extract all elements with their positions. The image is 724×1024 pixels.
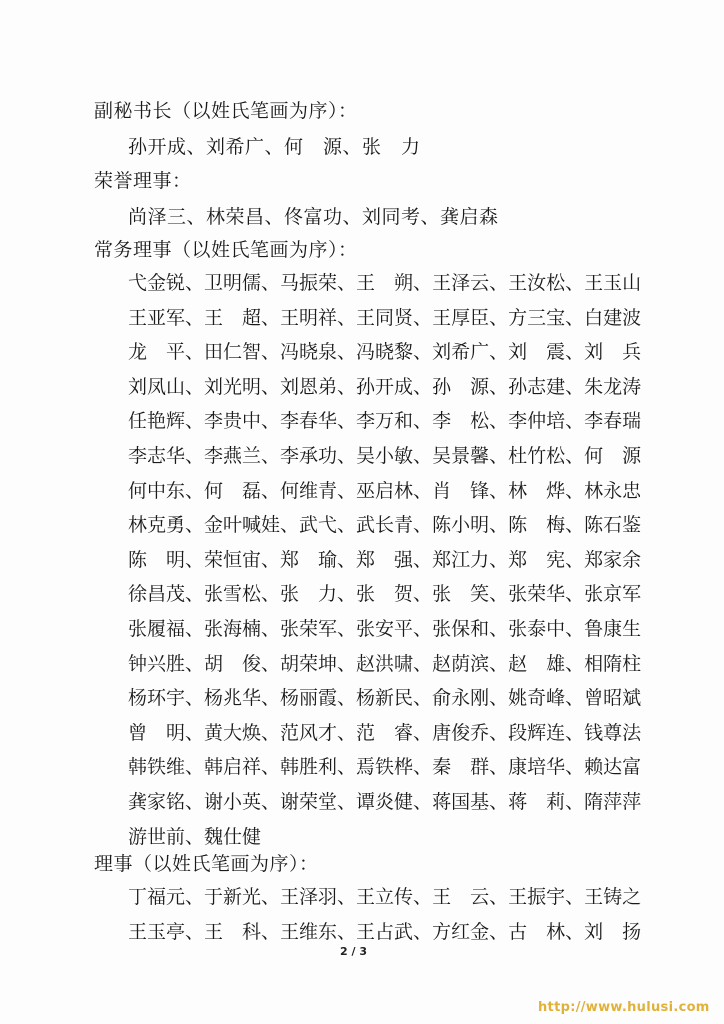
member-name: 王厚臣、 <box>432 306 509 329</box>
member-name: 郑家余 <box>584 548 642 571</box>
member-name: 赵 雄、 <box>508 652 585 675</box>
member-name: 胡 俊、 <box>204 652 281 675</box>
member-name: 武弋、 <box>299 514 357 537</box>
standing-row <box>128 787 642 814</box>
member-name: 韩启祥、 <box>204 756 281 779</box>
member-name: 蒋 莉、 <box>508 791 585 813</box>
standing-row <box>128 683 642 710</box>
standing-row <box>128 649 642 676</box>
member-name: 谢荣堂、 <box>280 791 357 813</box>
member-name: 杨丽霞、 <box>280 687 357 710</box>
member-name: 鲁康生 <box>584 618 642 640</box>
member-name: 郑江力、 <box>432 548 509 571</box>
member-name: 李仲培、 <box>508 410 585 433</box>
standing-row <box>128 752 642 779</box>
honorary-heading: 荣誉理事： <box>94 170 192 192</box>
member-name: 王 科、 <box>204 920 281 943</box>
member-name: 金叶喊娃、 <box>204 514 300 537</box>
member-name: 丁福元、 <box>128 886 205 908</box>
member-name: 武长青、 <box>356 514 433 537</box>
member-name: 刘 震、 <box>508 341 585 364</box>
standing-row <box>128 545 642 572</box>
member-name: 弋金锐、 <box>128 272 205 294</box>
member-name: 徐昌茂、 <box>128 583 205 606</box>
member-name: 陈石鉴 <box>584 514 642 537</box>
member-name: 王泽云、 <box>432 272 509 294</box>
member-name: 刘希广、 <box>432 341 509 364</box>
member-name: 谭炎健、 <box>356 791 433 813</box>
member-name: 刘光明、 <box>204 375 281 398</box>
member-name: 马振荣、 <box>280 272 357 294</box>
member-name: 胡荣坤、 <box>280 652 357 675</box>
member-name: 刘凤山、 <box>128 375 205 398</box>
member-name: 陈小明、 <box>432 514 509 537</box>
member-name: 郑 宪、 <box>508 548 585 571</box>
member-name: 李 松、 <box>432 410 509 433</box>
member-name: 林 烨、 <box>508 479 585 502</box>
member-name: 任艳辉、 <box>128 410 205 433</box>
member-name: 王玉山 <box>584 272 642 294</box>
member-name: 张荣军、 <box>280 618 357 640</box>
standing-row <box>128 510 642 537</box>
council-row <box>128 917 642 944</box>
member-name: 于新光、 <box>204 886 281 908</box>
standing-row <box>128 579 642 606</box>
member-name: 赵洪啸、 <box>356 652 433 675</box>
member-name: 王汝松、 <box>508 272 585 294</box>
member-name: 何 磊、 <box>204 479 281 502</box>
council-row <box>128 882 642 909</box>
member-name: 刘 扬 <box>584 920 642 943</box>
member-name: 何维青、 <box>280 479 357 502</box>
member-name: 李春华、 <box>280 410 357 433</box>
standing-heading: 常务理事（以姓氏笔画为序）： <box>94 239 358 261</box>
member-name: 张京军 <box>584 583 642 606</box>
member-name: 黄大焕、 <box>204 721 281 744</box>
member-name: 姚奇峰、 <box>508 687 585 710</box>
standing-row <box>128 822 600 849</box>
member-name: 王 朔、 <box>356 272 433 294</box>
site-watermark: http://www.hulusi.com <box>538 1000 710 1015</box>
member-name: 张 笑、 <box>432 583 509 606</box>
member-name: 杨兆华、 <box>204 687 281 710</box>
member-name: 隋萍萍 <box>584 791 642 813</box>
member-name: 赵荫滨、 <box>432 652 509 675</box>
member-name: 魏仕健 <box>204 825 262 848</box>
standing-row <box>128 718 642 745</box>
member-name: 俞永刚、 <box>432 687 509 710</box>
standing-row <box>128 303 642 330</box>
member-name: 秦 群、 <box>432 756 509 779</box>
member-name: 赖达富 <box>584 756 642 779</box>
member-name: 古 林、 <box>508 920 585 943</box>
standing-row <box>128 406 642 433</box>
member-name: 张海楠、 <box>204 618 281 640</box>
deputy-secretary-names: 孙开成、刘希广、何 源、张 力 <box>128 136 421 158</box>
member-name: 范 睿、 <box>356 721 433 744</box>
member-name: 何中东、 <box>128 479 205 502</box>
member-name: 陈 梅、 <box>508 514 585 537</box>
member-name: 杨新民、 <box>356 687 433 710</box>
standing-row <box>128 337 642 364</box>
member-name: 张泰中、 <box>508 618 585 640</box>
member-name: 王明祥、 <box>280 306 357 329</box>
member-name: 方红金、 <box>432 920 509 943</box>
member-name: 钱尊法 <box>584 721 642 744</box>
member-name: 王玉亭、 <box>128 920 205 943</box>
member-name: 韩铁维、 <box>128 756 205 779</box>
member-name: 王振宇、 <box>508 886 585 908</box>
member-name: 郑 强、 <box>356 548 433 571</box>
member-name: 游世前、 <box>128 825 205 848</box>
member-name: 陈 明、 <box>128 548 205 571</box>
member-name: 方三宝、 <box>508 306 585 329</box>
member-name: 张履福、 <box>128 618 205 640</box>
standing-row <box>128 476 642 503</box>
member-name: 王 超、 <box>204 306 281 329</box>
member-name: 王泽羽、 <box>280 886 357 908</box>
member-name: 林永忠 <box>584 479 642 502</box>
member-name: 段辉连、 <box>508 721 585 744</box>
standing-row <box>128 614 642 641</box>
member-name: 吴景馨、 <box>432 445 509 467</box>
standing-row <box>128 372 642 399</box>
member-name: 焉铁桦、 <box>356 756 433 779</box>
member-name: 孙 源、 <box>432 375 509 398</box>
member-name: 张雪松、 <box>204 583 281 606</box>
member-name: 张荣华、 <box>508 583 585 606</box>
member-name: 王亚军、 <box>128 306 205 329</box>
member-name: 钟兴胜、 <box>128 652 205 675</box>
member-name: 王维东、 <box>280 920 357 943</box>
member-name: 龚家铭、 <box>128 791 205 813</box>
member-name: 康培华、 <box>508 756 585 779</box>
member-name: 张安平、 <box>356 618 433 640</box>
member-name: 王同贤、 <box>356 306 433 329</box>
member-name: 张 力、 <box>280 583 357 606</box>
member-name: 白建波 <box>584 306 642 329</box>
member-name: 蒋国基、 <box>432 791 509 813</box>
member-name: 孙志建、 <box>508 375 585 398</box>
member-name: 李志华、 <box>128 445 205 467</box>
member-name: 巫启林、 <box>356 479 433 502</box>
member-name: 冯晓黎、 <box>356 341 433 364</box>
member-name: 林克勇、 <box>128 514 205 537</box>
member-name: 王 云、 <box>432 886 509 908</box>
member-name: 相隋柱 <box>584 652 642 675</box>
member-name: 张保和、 <box>432 618 509 640</box>
member-name: 孙开成、 <box>356 375 433 398</box>
standing-row <box>128 441 642 468</box>
member-name: 冯晓泉、 <box>280 341 357 364</box>
member-name: 田仁智、 <box>204 341 281 364</box>
member-name: 王占武、 <box>356 920 433 943</box>
page-number: 2 / 3 <box>340 945 367 958</box>
member-name: 张 贺、 <box>356 583 433 606</box>
member-name: 杜竹松、 <box>508 445 585 467</box>
member-name: 李承功、 <box>280 445 357 467</box>
member-name: 李万和、 <box>356 410 433 433</box>
member-name: 曾昭斌 <box>584 687 642 710</box>
member-name: 朱龙涛 <box>584 375 642 398</box>
member-name: 何 源 <box>584 445 642 467</box>
member-name: 王立传、 <box>356 886 433 908</box>
standing-row <box>128 268 642 295</box>
member-name: 龙 平、 <box>128 341 205 364</box>
member-name: 李春瑞 <box>584 410 642 433</box>
member-name: 谢小英、 <box>204 791 281 813</box>
member-name: 肖 锋、 <box>432 479 509 502</box>
honorary-names: 尚泽三、林荣昌、佟富功、刘同考、龚启森 <box>128 206 499 228</box>
member-name: 唐俊乔、 <box>432 721 509 744</box>
member-name: 荣恒宙、 <box>204 548 281 571</box>
council-heading: 理事（以姓氏笔画为序）： <box>94 853 319 875</box>
member-name: 杨环宇、 <box>128 687 205 710</box>
member-name: 李燕兰、 <box>204 445 281 467</box>
deputy-secretary-heading: 副秘书长（以姓氏笔画为序）： <box>94 100 358 122</box>
member-name: 范风才、 <box>280 721 357 744</box>
member-name: 王铸之 <box>584 886 642 908</box>
member-name: 刘 兵 <box>584 341 642 364</box>
member-name: 吴小敏、 <box>356 445 433 467</box>
member-name: 韩胜利、 <box>280 756 357 779</box>
member-name: 卫明儒、 <box>204 272 281 294</box>
member-name: 曾 明、 <box>128 721 205 744</box>
member-name: 刘恩弟、 <box>280 375 357 398</box>
member-name: 李贵中、 <box>204 410 281 433</box>
member-name: 郑 瑜、 <box>280 548 357 571</box>
